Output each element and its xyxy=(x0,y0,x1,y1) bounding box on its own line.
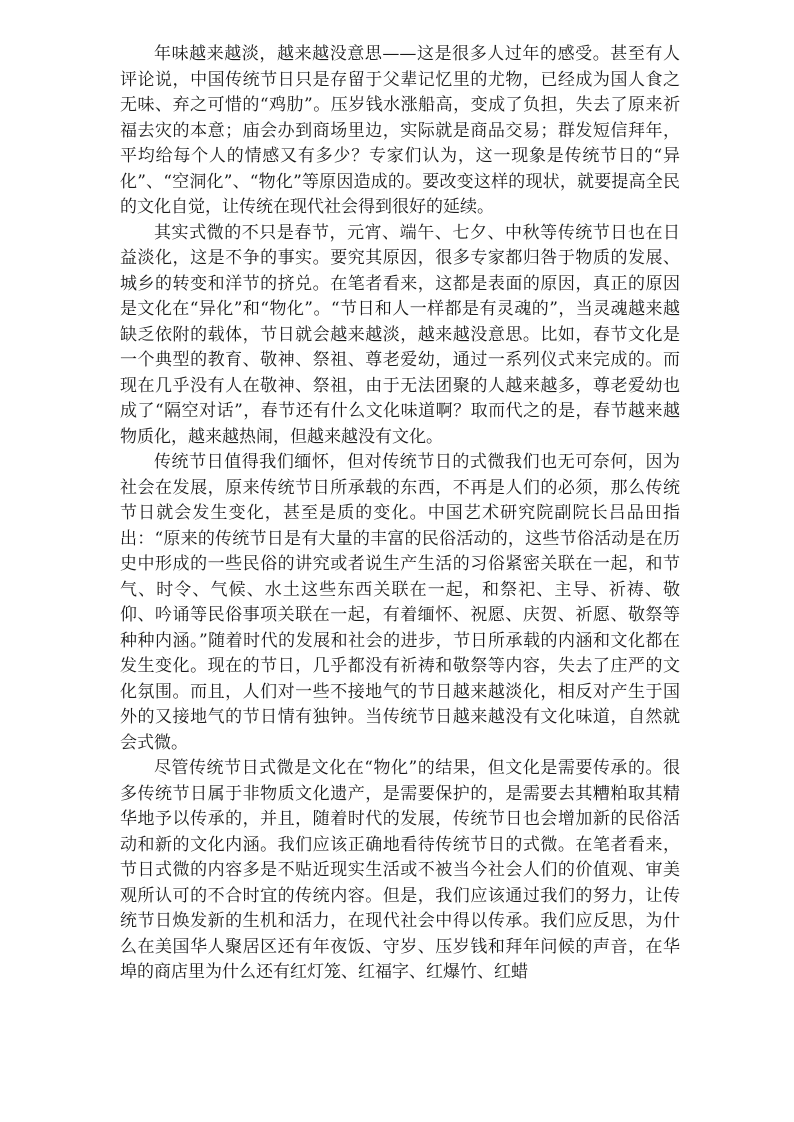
paragraph-1: 年味越来越淡，越来越没意思——这是很多人过年的感受。甚至有人评论说，中国传统节日只是存留于父辈记忆里的尤物，已经成为国人食之无味、弃之可惜的“鸡肋”。压岁钱水涨船高，变成了负担，失去了原来祈福去灾的本意；庙会办到商场里边，实际就是商品交易；群发短信拜年，平均给每个人的情感又有多少？专家们认为，这一现象是传统节日的“异化”、“空洞化”、“物化”等原因造成的。要改变这样的现状，就要提高全民的文化自觉，让传统在现代社会得到很好的延续。 xyxy=(120,44,680,217)
article-body xyxy=(120,42,680,986)
paragraph-2: 其实式微的不只是春节，元宵、端午、七夕、中秋等传统节日也在日益淡化，这是不争的事实。要究其原因，很多专家都归咎于物质的发展、城乡的转变和洋节的挤兑。在笔者看来，这都是表面的原因，真正的原因是文化在“异化”和“物化”。“节日和人一样都是有灵魂的”，当灵魂越来越缺乏依附的载体，节日就会越来越淡，越来越没意思。比如，春节文化是一个典型的教育、敬神、祭祖、尊老爱幼，通过一系列仪式来完成的。而现在几乎没有人在敬神、祭祖，由于无法团聚的人越来越多，尊老爱幼也成了“隔空对话”，春节还有什么文化味道啊？取而代之的是，春节越来越物质化，越来越热闹，但越来越没有文化。 xyxy=(120,222,680,447)
paragraph-4: 尽管传统节日式微是文化在“物化”的结果，但文化是需要传承的。很多传统节日属于非物质文化遗产，是需要保护的，是需要去其糟粕取其精华地予以传承的，并且，随着时代的发展，传统节日也会增加新的民俗活动和新的文化内涵。我们应该正确地看待传统节日的式微。在笔者看来，节日式微的内容多是不贴近现实生活或不被当今社会人们的价值观、审美观所认可的不合时宜的传统内容。但是，我们应该通过我们的努力，让传统节日焕发新的生机和活力，在现代社会中得以传承。我们应反思，为什么在美国华人聚居区还有年夜饭、守岁、压岁钱和拜年问候的声音，在华埠的商店里为什么还有红灯笼、红福字、红爆竹、红蜡 xyxy=(120,758,680,982)
paragraph-3: 传统节日值得我们缅怀，但对传统节日的式微我们也无可奈何，因为社会在发展，原来传统节日所承载的东西，不再是人们的必须，那么传统节日就会发生变化，甚至是质的变化。中国艺术研究院副院长吕品田指出：“原来的传统节日是有大量的丰富的民俗活动的，这些节俗活动是在历史中形成的一些民俗的讲究或者说生产生活的习俗紧密关联在一起，和节气、时令、气候、水土这些东西关联在一起，和祭祀、主导、祈祷、敬仰、吟诵等民俗事项关联在一起，有着缅怀、祝愿、庆贺、祈愿、敬祭等种种内涵。”随着时代的发展和社会的进步，节日所承载的内涵和文化都在发生变化。现在的节日，几乎都没有祈祷和敬祭等内容，失去了庄严的文化氛围。而且，人们对一些不接地气的节日越来越淡化，相反对产生于国外的又接地气的节日情有独钟。当传统节日越来越没有文化味道，自然就会式微。 xyxy=(120,452,680,753)
